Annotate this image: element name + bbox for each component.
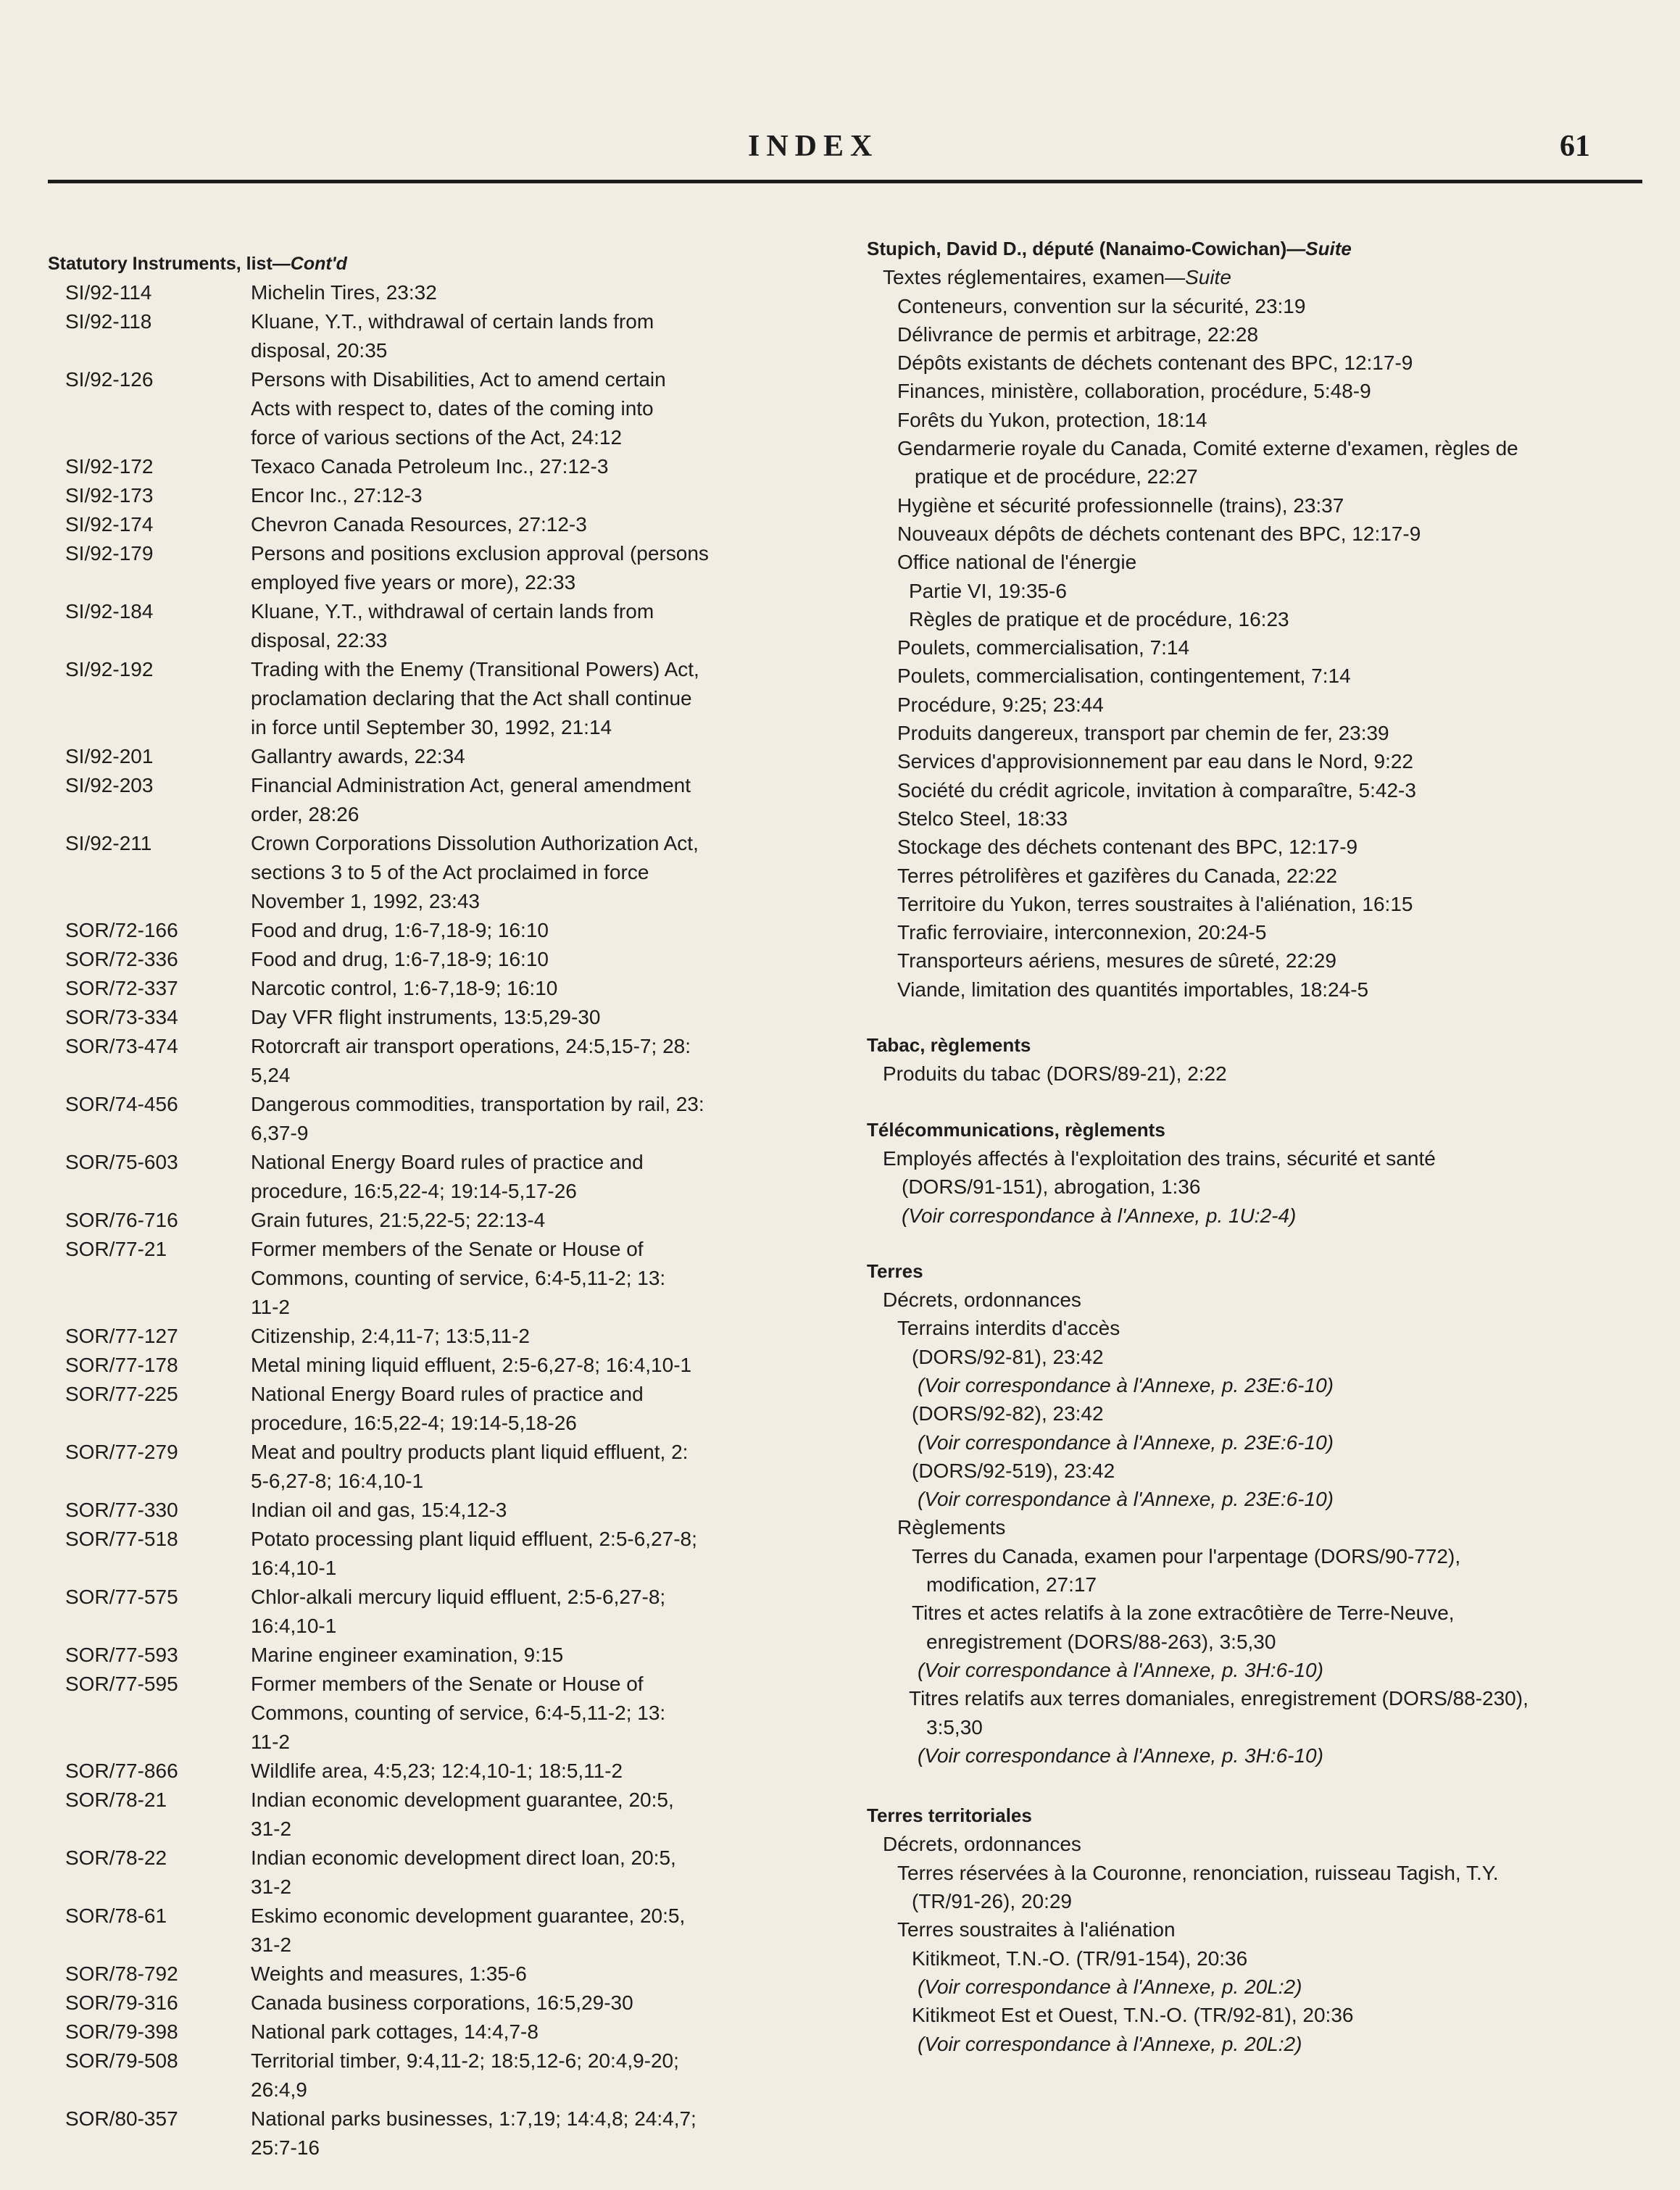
entry-code: SOR/72-336 bbox=[65, 948, 178, 970]
entry-line: Règles de pratique et de procédure, 16:23 bbox=[909, 607, 1289, 630]
entry-line: Metal mining liquid effluent, 2:5-6,27-8; 16:4,10-1 bbox=[251, 1354, 692, 1376]
entry-line: (DORS/92-82), 23:42 bbox=[912, 1402, 1104, 1425]
subheading bbox=[867, 263, 1657, 291]
index-entry bbox=[48, 829, 838, 916]
entry-line: Transporteurs aériens, mesures de sûreté, 22:29 bbox=[897, 949, 1336, 973]
entry-line: Territoire du Yukon, terres soustraites à l'aliénation, 16:15 bbox=[897, 892, 1413, 915]
index-entry bbox=[48, 1148, 838, 1206]
entry-code: SOR/78-22 bbox=[65, 1846, 167, 1869]
entry-line: Wildlife area, 4:5,23; 12:4,10-1; 18:5,11-2 bbox=[251, 1760, 623, 1782]
index-entry bbox=[48, 1902, 838, 1960]
entry-line: employed five years or more), 22:33 bbox=[251, 571, 576, 594]
entry-description bbox=[251, 1235, 838, 1322]
entry-code: SOR/77-866 bbox=[65, 1760, 178, 1782]
entry-description bbox=[251, 278, 838, 307]
index-entry bbox=[48, 1322, 838, 1351]
page-number: 61 bbox=[1560, 130, 1590, 163]
index-entry bbox=[48, 1641, 838, 1670]
entry-line: Rotorcraft air transport operations, 24:5,15-7; 28: bbox=[251, 1035, 691, 1057]
index-entry bbox=[48, 1380, 838, 1438]
entry-code: SOR/73-474 bbox=[65, 1035, 178, 1057]
entry-line: Eskimo economic development guarantee, 20:5, bbox=[251, 1904, 686, 1927]
entry-line: Produits du tabac (DORS/89-21), 2:22 bbox=[883, 1062, 1227, 1086]
heading-suite: —Suite bbox=[1286, 238, 1352, 259]
cross-reference: (Voir correspondance à l'Annexe, p. 20L:2) bbox=[918, 2032, 1302, 2055]
entry-line: procedure, 16:5,22-4; 19:14-5,18-26 bbox=[251, 1412, 577, 1434]
entry-line: Potato processing plant liquid effluent, 2:5-6,27-8; bbox=[251, 1528, 697, 1550]
entry-line: Forêts du Yukon, protection, 18:14 bbox=[897, 408, 1207, 431]
entry-description bbox=[251, 829, 838, 916]
entry-line: Stockage des déchets contenant des BPC, 12:17-9 bbox=[897, 836, 1358, 859]
entry-code: SI/92-201 bbox=[65, 745, 154, 767]
entry-description bbox=[251, 655, 838, 742]
page-header bbox=[0, 0, 1680, 188]
spacer bbox=[867, 1088, 1657, 1116]
entry-code: SOR/74-456 bbox=[65, 1093, 178, 1115]
entry-line: Nouveaux dépôts de déchets contenant des BPC, 12:17-9 bbox=[897, 522, 1421, 545]
entry-description bbox=[251, 1090, 838, 1148]
index-entry bbox=[48, 1496, 838, 1525]
entry-line: Délivrance de permis et arbitrage, 22:28 bbox=[897, 322, 1259, 346]
entry-line: 31-2 bbox=[251, 1933, 292, 1956]
entry-description bbox=[251, 1525, 838, 1583]
index-entry bbox=[48, 481, 838, 510]
index-entry bbox=[48, 1351, 838, 1380]
entry-line: Gallantry awards, 22:34 bbox=[251, 745, 465, 767]
entry-line: (TR/91-26), 20:29 bbox=[912, 1890, 1072, 1913]
entry-line: Grain futures, 21:5,22-5; 22:13-4 bbox=[251, 1209, 546, 1231]
index-entry bbox=[48, 974, 838, 1003]
entry-line: Former members of the Senate or House of bbox=[251, 1673, 644, 1695]
index-entry bbox=[48, 1032, 838, 1090]
index-entry bbox=[48, 742, 838, 771]
entry-line: Terres réservées à la Couronne, renonciation, ruisseau Tagish, T.Y. bbox=[897, 1861, 1499, 1884]
entry-code: SOR/79-398 bbox=[65, 2020, 178, 2043]
entry-line: disposal, 20:35 bbox=[251, 339, 388, 362]
entry-line: procedure, 16:5,22-4; 19:14-5,17-26 bbox=[251, 1180, 577, 1202]
entry-description bbox=[251, 1148, 838, 1206]
entry-description bbox=[251, 1641, 838, 1670]
index-entry bbox=[48, 1670, 838, 1757]
entry-code: SOR/77-330 bbox=[65, 1499, 178, 1521]
entry-line: Partie VI, 19:35-6 bbox=[909, 579, 1067, 602]
entry-code: SI/92-172 bbox=[65, 455, 154, 478]
entry-line: pratique et de procédure, 22:27 bbox=[915, 465, 1198, 488]
index-entry bbox=[48, 365, 838, 452]
entry-description bbox=[251, 307, 838, 365]
entry-code: SOR/77-178 bbox=[65, 1354, 178, 1376]
page-title: INDEX bbox=[748, 130, 879, 163]
entry-line: Dangerous commodities, transportation by rail, 23: bbox=[251, 1093, 704, 1115]
index-entry bbox=[48, 307, 838, 365]
entry-line: National Energy Board rules of practice and bbox=[251, 1383, 644, 1405]
entry-list bbox=[867, 1830, 1657, 2057]
entry-line: Règlements bbox=[897, 1516, 1006, 1539]
entry-line: Citizenship, 2:4,11-7; 13:5,11-2 bbox=[251, 1325, 530, 1347]
entry-code: SI/92-184 bbox=[65, 600, 154, 623]
entry-description bbox=[251, 1003, 838, 1032]
entry-line: Indian economic development direct loan, 20:5, bbox=[251, 1846, 676, 1869]
entry-line: 6,37-9 bbox=[251, 1122, 309, 1144]
entry-description bbox=[251, 1960, 838, 1989]
entry-description bbox=[251, 2047, 838, 2104]
entry-line: Viande, limitation des quantités importables, 18:24-5 bbox=[897, 978, 1369, 1001]
entry-line: Procédure, 9:25; 23:44 bbox=[897, 693, 1104, 716]
entry-code: SOR/77-518 bbox=[65, 1528, 178, 1550]
entry-code: SOR/77-127 bbox=[65, 1325, 178, 1347]
index-entry bbox=[48, 510, 838, 539]
entry-description bbox=[251, 1583, 838, 1641]
entry-line: Encor Inc., 27:12-3 bbox=[251, 484, 423, 507]
entry-line: Conteneurs, convention sur la sécurité, 23:19 bbox=[897, 294, 1306, 317]
index-entry bbox=[48, 1235, 838, 1322]
cross-reference: (Voir correspondance à l'Annexe, p. 23E:6-10) bbox=[918, 1431, 1334, 1454]
index-entry bbox=[48, 2047, 838, 2104]
entry-code: SOR/80-357 bbox=[65, 2107, 178, 2130]
entry-line: in force until September 30, 1992, 21:14 bbox=[251, 716, 612, 738]
entry-description bbox=[251, 597, 838, 655]
entry-line: 16:4,10-1 bbox=[251, 1615, 337, 1637]
entry-code: SOR/77-225 bbox=[65, 1383, 178, 1405]
index-entry bbox=[48, 771, 838, 829]
cross-reference: (Voir correspondance à l'Annexe, p. 20L:2) bbox=[918, 1975, 1302, 1998]
entry-line: Poulets, commercialisation, 7:14 bbox=[897, 636, 1190, 659]
entry-line: Meat and poultry products plant liquid effluent, 2: bbox=[251, 1441, 689, 1463]
index-entry bbox=[48, 1989, 838, 2018]
entry-code: SOR/77-593 bbox=[65, 1644, 178, 1666]
entry-line: Titres relatifs aux terres domaniales, enregistrement (DORS/88-230), bbox=[909, 1687, 1529, 1710]
entry-code: SI/92-118 bbox=[65, 310, 152, 333]
entry-description bbox=[251, 916, 838, 945]
entry-description bbox=[251, 1351, 838, 1380]
entry-description bbox=[251, 1757, 838, 1786]
entry-line: Kitikmeot, T.N.-O. (TR/91-154), 20:36 bbox=[912, 1947, 1248, 1970]
entry-code: SOR/77-21 bbox=[65, 1238, 167, 1260]
entry-line: Produits dangereux, transport par chemin de fer, 23:39 bbox=[897, 722, 1389, 745]
left-column bbox=[48, 249, 838, 2162]
index-entry bbox=[48, 945, 838, 974]
section-heading: Terres bbox=[867, 1260, 923, 1282]
entry-description bbox=[251, 365, 838, 452]
entry-line: Décrets, ordonnances bbox=[883, 1288, 1081, 1312]
entry-line: Food and drug, 1:6-7,18-9; 16:10 bbox=[251, 948, 549, 970]
entry-line: 3:5,30 bbox=[926, 1715, 983, 1739]
entry-description bbox=[251, 539, 838, 597]
entry-line: Services d'approvisionnement par eau dans le Nord, 9:22 bbox=[897, 750, 1413, 773]
index-entry bbox=[48, 1960, 838, 1989]
entry-code: SOR/72-166 bbox=[65, 919, 178, 941]
entry-line: Food and drug, 1:6-7,18-9; 16:10 bbox=[251, 919, 549, 941]
entry-code: SI/92-203 bbox=[65, 774, 154, 796]
entry-line: 5,24 bbox=[251, 1064, 291, 1086]
entry-description bbox=[251, 974, 838, 1003]
entry-code: SI/92-126 bbox=[65, 368, 154, 391]
entry-line: Chevron Canada Resources, 27:12-3 bbox=[251, 513, 587, 536]
heading-text: Stupich, David D., député (Nanaimo-Cowichan) bbox=[867, 238, 1287, 259]
subheading-text: Textes réglementaires, examen bbox=[883, 266, 1165, 289]
entry-line: Acts with respect to, dates of the coming into bbox=[251, 397, 654, 420]
index-entry bbox=[48, 2018, 838, 2047]
entry-line: sections 3 to 5 of the Act proclaimed in force bbox=[251, 861, 649, 883]
entry-description bbox=[251, 1206, 838, 1235]
index-entry bbox=[48, 1844, 838, 1902]
entry-line: Kluane, Y.T., withdrawal of certain lands from bbox=[251, 600, 654, 623]
entry-code: SI/92-114 bbox=[65, 281, 152, 304]
entry-line: Terres soustraites à l'aliénation bbox=[897, 1918, 1176, 1941]
entry-line: Stelco Steel, 18:33 bbox=[897, 807, 1068, 830]
entry-line: Terres pétrolifères et gazifères du Canada, 22:22 bbox=[897, 864, 1338, 887]
section-heading bbox=[867, 235, 1657, 263]
entry-line: Day VFR flight instruments, 13:5,29-30 bbox=[251, 1006, 601, 1028]
entry-line: order, 28:26 bbox=[251, 803, 359, 825]
entry-line: 26:4,9 bbox=[251, 2078, 307, 2101]
entry-line: disposal, 22:33 bbox=[251, 629, 388, 651]
spacer bbox=[867, 1230, 1657, 1257]
entry-code: SI/92-179 bbox=[65, 542, 154, 565]
entry-description bbox=[251, 1032, 838, 1090]
entry-description bbox=[251, 452, 838, 481]
section-heading bbox=[48, 249, 838, 278]
header-rule bbox=[48, 180, 1642, 183]
entry-line: Texaco Canada Petroleum Inc., 27:12-3 bbox=[251, 455, 609, 478]
entry-line: November 1, 1992, 23:43 bbox=[251, 890, 480, 912]
entry-line: 25:7-16 bbox=[251, 2136, 320, 2159]
entry-line: Indian economic development guarantee, 20:5, bbox=[251, 1789, 674, 1811]
entry-line: Crown Corporations Dissolution Authorization Act, bbox=[251, 832, 699, 854]
entry-code: SOR/77-595 bbox=[65, 1673, 178, 1695]
entry-code: SOR/79-316 bbox=[65, 1991, 178, 2014]
entry-line: (DORS/91-151), abrogation, 1:36 bbox=[902, 1175, 1201, 1199]
entry-line: (DORS/92-81), 23:42 bbox=[912, 1345, 1104, 1368]
entry-line: Société du crédit agricole, invitation à comparaître, 5:42-3 bbox=[897, 778, 1416, 802]
entry-code: SOR/77-279 bbox=[65, 1441, 178, 1463]
entry-line: Office national de l'énergie bbox=[897, 551, 1137, 574]
entry-line: National Energy Board rules of practice and bbox=[251, 1151, 644, 1173]
entry-code: SOR/79-508 bbox=[65, 2049, 178, 2072]
entry-line: Hygiène et sécurité professionnelle (trains), 23:37 bbox=[897, 494, 1344, 517]
entry-list bbox=[48, 278, 838, 2162]
entry-line: enregistrement (DORS/88-263), 3:5,30 bbox=[926, 1630, 1276, 1653]
index-entry bbox=[48, 916, 838, 945]
index-entry bbox=[48, 1583, 838, 1641]
entry-line: 5-6,27-8; 16:4,10-1 bbox=[251, 1470, 424, 1492]
subheading-suite: —Suite bbox=[1165, 266, 1231, 289]
index-entry bbox=[48, 1206, 838, 1235]
entry-line: Weights and measures, 1:35-6 bbox=[251, 1962, 527, 1985]
entry-description bbox=[251, 481, 838, 510]
entry-description bbox=[251, 1844, 838, 1902]
spacer bbox=[867, 1004, 1657, 1031]
entry-line: National park cottages, 14:4,7-8 bbox=[251, 2020, 538, 2043]
entry-description bbox=[251, 742, 838, 771]
entry-code: SI/92-173 bbox=[65, 484, 154, 507]
index-entry bbox=[48, 278, 838, 307]
entry-line: National parks businesses, 1:7,19; 14:4,8; 24:4,7; bbox=[251, 2107, 696, 2130]
entry-description bbox=[251, 771, 838, 829]
entry-description bbox=[251, 1786, 838, 1844]
cross-reference: (Voir correspondance à l'Annexe, p. 3H:6-10) bbox=[918, 1744, 1323, 1767]
entry-code: SOR/76-716 bbox=[65, 1209, 178, 1231]
entry-line: Finances, ministère, collaboration, procédure, 5:48-9 bbox=[897, 380, 1371, 403]
entry-list bbox=[867, 1144, 1657, 1230]
index-entry bbox=[48, 539, 838, 597]
entry-line: Chlor-alkali mercury liquid effluent, 2:5-6,27-8; bbox=[251, 1586, 666, 1608]
entry-list bbox=[867, 1059, 1657, 1088]
entry-line: Terres du Canada, examen pour l'arpentage (DORS/90-772), bbox=[912, 1544, 1461, 1567]
entry-line: 11-2 bbox=[251, 1731, 290, 1753]
entry-line: Commons, counting of service, 6:4-5,11-2; 13: bbox=[251, 1702, 666, 1724]
entry-description bbox=[251, 510, 838, 539]
section-heading: Terres territoriales bbox=[867, 1804, 1032, 1827]
index-entry bbox=[48, 1786, 838, 1844]
entry-line: Canada business corporations, 16:5,29-30 bbox=[251, 1991, 633, 2014]
entry-description bbox=[251, 2018, 838, 2047]
index-entry bbox=[48, 452, 838, 481]
entry-line: Former members of the Senate or House of bbox=[251, 1238, 644, 1260]
entry-line: Gendarmerie royale du Canada, Comité externe d'examen, règles de bbox=[897, 437, 1518, 460]
entry-line: Marine engineer examination, 9:15 bbox=[251, 1644, 564, 1666]
entry-line: Kluane, Y.T., withdrawal of certain lands from bbox=[251, 310, 654, 333]
entry-code: SOR/78-21 bbox=[65, 1789, 167, 1811]
entry-description bbox=[251, 1438, 838, 1496]
entry-line: Territorial timber, 9:4,11-2; 18:5,12-6; 20:4,9-20; bbox=[251, 2049, 679, 2072]
entry-code: SOR/78-792 bbox=[65, 1962, 178, 1985]
entry-code: SI/92-211 bbox=[65, 832, 152, 854]
index-entry bbox=[48, 1003, 838, 1032]
section-heading: Télécommunications, règlements bbox=[867, 1118, 1165, 1141]
entry-description bbox=[251, 1322, 838, 1351]
cross-reference: (Voir correspondance à l'Annexe, p. 1U:2-4) bbox=[902, 1204, 1297, 1227]
entry-line: (DORS/92-519), 23:42 bbox=[912, 1459, 1115, 1482]
entry-line: Michelin Tires, 23:32 bbox=[251, 281, 437, 304]
index-entry bbox=[48, 2104, 838, 2162]
index-entry bbox=[48, 1090, 838, 1148]
entry-line: Financial Administration Act, general amendment bbox=[251, 774, 691, 796]
heading-text: Statutory Instruments, list bbox=[48, 254, 273, 274]
entry-line: Poulets, commercialisation, contingentement, 7:14 bbox=[897, 665, 1351, 688]
entry-description bbox=[251, 1380, 838, 1438]
entry-description bbox=[251, 1902, 838, 1960]
index-entry bbox=[48, 597, 838, 655]
entry-line: 31-2 bbox=[251, 1818, 292, 1840]
entry-line: Commons, counting of service, 6:4-5,11-2; 13: bbox=[251, 1267, 666, 1289]
entry-line: Employés affectés à l'exploitation des trains, sécurité et santé bbox=[883, 1146, 1436, 1170]
entry-list bbox=[867, 292, 1657, 1004]
right-column bbox=[867, 235, 1657, 2058]
entry-description bbox=[251, 1670, 838, 1757]
entry-code: SI/92-192 bbox=[65, 658, 154, 680]
entry-line: Persons with Disabilities, Act to amend certain bbox=[251, 368, 666, 391]
entry-line: Titres et actes relatifs à la zone extracôtière de Terre-Neuve, bbox=[912, 1602, 1455, 1625]
cross-reference: (Voir correspondance à l'Annexe, p. 3H:6-10) bbox=[918, 1658, 1323, 1681]
entry-code: SI/92-174 bbox=[65, 513, 154, 536]
index-entry bbox=[48, 1757, 838, 1786]
entry-line: Trading with the Enemy (Transitional Powers) Act, bbox=[251, 658, 699, 680]
entry-code: SOR/75-603 bbox=[65, 1151, 178, 1173]
heading-continued: —Cont'd bbox=[272, 254, 347, 274]
cross-reference: (Voir correspondance à l'Annexe, p. 23E:6-10) bbox=[918, 1373, 1334, 1396]
entry-line: Indian oil and gas, 15:4,12-3 bbox=[251, 1499, 507, 1521]
entry-code: SOR/72-337 bbox=[65, 977, 178, 999]
entry-description bbox=[251, 2104, 838, 2162]
section-heading: Tabac, règlements bbox=[867, 1034, 1031, 1057]
entry-description bbox=[251, 945, 838, 974]
entry-line: Décrets, ordonnances bbox=[883, 1833, 1081, 1856]
entry-line: Narcotic control, 1:6-7,18-9; 16:10 bbox=[251, 977, 558, 999]
index-entry bbox=[48, 655, 838, 742]
entry-description bbox=[251, 1496, 838, 1525]
entry-line: modification, 27:17 bbox=[926, 1573, 1097, 1596]
index-entry bbox=[48, 1525, 838, 1583]
entry-code: SOR/77-575 bbox=[65, 1586, 178, 1608]
entry-line: proclamation declaring that the Act shall continue bbox=[251, 687, 692, 709]
entry-line: Dépôts existants de déchets contenant des BPC, 12:17-9 bbox=[897, 351, 1413, 375]
cross-reference: (Voir correspondance à l'Annexe, p. 23E:6-10) bbox=[918, 1488, 1334, 1511]
spacer bbox=[867, 1770, 1657, 1802]
entry-code: SOR/78-61 bbox=[65, 1904, 167, 1927]
entry-line: 11-2 bbox=[251, 1296, 290, 1318]
entry-line: 16:4,10-1 bbox=[251, 1557, 337, 1579]
entry-list bbox=[867, 1286, 1657, 1770]
entry-line: 31-2 bbox=[251, 1875, 292, 1898]
entry-line: Terrains interdits d'accès bbox=[897, 1317, 1120, 1340]
entry-line: force of various sections of the Act, 24:12 bbox=[251, 426, 623, 449]
entry-line: Kitikmeot Est et Ouest, T.N.-O. (TR/92-81), 20:36 bbox=[912, 2004, 1354, 2027]
entry-line: Trafic ferroviaire, interconnexion, 20:24-5 bbox=[897, 921, 1267, 944]
entry-code: SOR/73-334 bbox=[65, 1006, 178, 1028]
index-entry bbox=[48, 1438, 838, 1496]
entry-line: Persons and positions exclusion approval (persons bbox=[251, 542, 709, 565]
entry-description bbox=[251, 1989, 838, 2018]
